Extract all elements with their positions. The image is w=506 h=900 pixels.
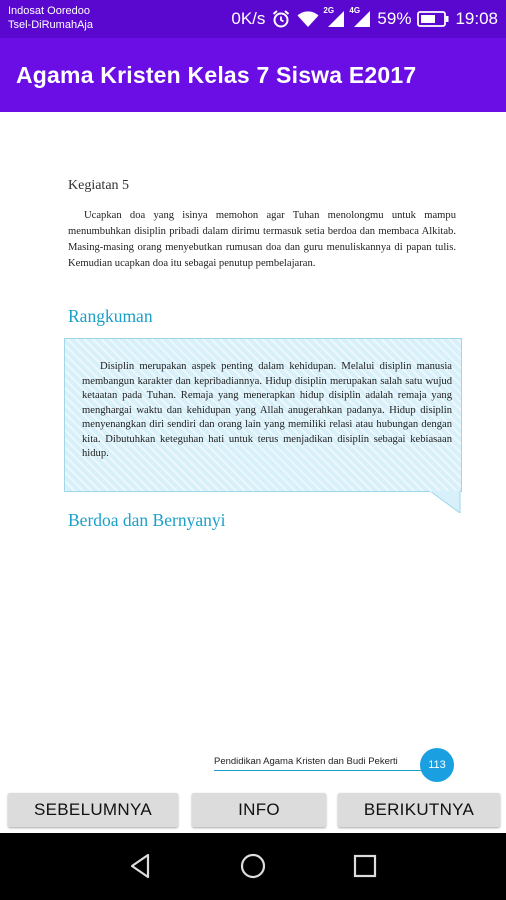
status-bar xyxy=(0,0,506,38)
berdoa-heading: Berdoa dan Bernyanyi xyxy=(68,510,226,530)
status-indicators xyxy=(231,6,498,32)
wifi-icon xyxy=(297,10,319,28)
kegiatan-text: Ucapkan doa yang isinya memohon agar Tuhan menolongmu untuk mampu menumbuhkan disiplin pribadi dalam dirimu termasuk setia berdoa dan membaca Alkitab. Masing-masing orang menyebutkan rumusan doa dan guru menuliskannya di papan tulis. Kemudian ucapkan doa itu sebagai penutup pembelajaran. xyxy=(68,210,456,269)
alarm-icon xyxy=(271,9,291,29)
speech-bubble-tail xyxy=(430,491,462,513)
home-icon[interactable] xyxy=(238,851,268,881)
battery-percent: 59% xyxy=(377,9,412,28)
navigation-bar xyxy=(0,833,506,900)
next-button[interactable]: BERIKUTNYA xyxy=(338,793,500,827)
app-bar xyxy=(0,38,506,112)
network-speed: 0K/s xyxy=(231,9,266,28)
signal-icon xyxy=(349,6,371,28)
rangkuman-text: Disiplin merupakan aspek penting dalam kehidupan. Melalui disiplin manusia membangun karakter dan kepribadiannya. Hidup disiplin merupakan salah satu wujud ketaatan pada Tuhan. Remaja yang menerapkan hidup disiplin adalah remaja yang menghargai waktu dan kehidupan yang Allah anugerahkan padanya. Hidup disiplin menyenangkan diri sendiri dan orang lain yang memiliki relasi atau hubungan dengan kita. Dibutuhkan keteguhan hati untuk terus menjadikan disiplin sebagai kebiasaan hidup. xyxy=(82,361,452,459)
carrier-name-1: Indosat Ooredoo xyxy=(8,5,90,17)
signal-icon xyxy=(323,6,345,28)
rangkuman-heading: Rangkuman xyxy=(68,306,153,326)
carrier-info xyxy=(8,4,93,32)
clock: 19:08 xyxy=(455,9,498,28)
signal-type-label: 4G xyxy=(349,6,361,15)
book-title-footer: Pendidikan Agama Kristen dan Budi Pekerti xyxy=(214,756,426,771)
battery-icon xyxy=(417,10,449,28)
book-page xyxy=(0,112,506,792)
app-title: Agama Kristen Kelas 7 Siswa E2017 xyxy=(16,62,417,88)
signal-type-label: 2G xyxy=(323,6,335,15)
previous-button[interactable]: SEBELUMNYA xyxy=(8,793,178,827)
page-number-badge: 113 xyxy=(420,748,454,782)
carrier-name-2: Tsel-DiRumahAja xyxy=(8,19,93,31)
back-icon[interactable] xyxy=(126,851,156,881)
kegiatan-heading: Kegiatan 5 xyxy=(68,178,130,193)
info-button[interactable]: INFO xyxy=(192,793,326,827)
recents-icon[interactable] xyxy=(350,851,380,881)
